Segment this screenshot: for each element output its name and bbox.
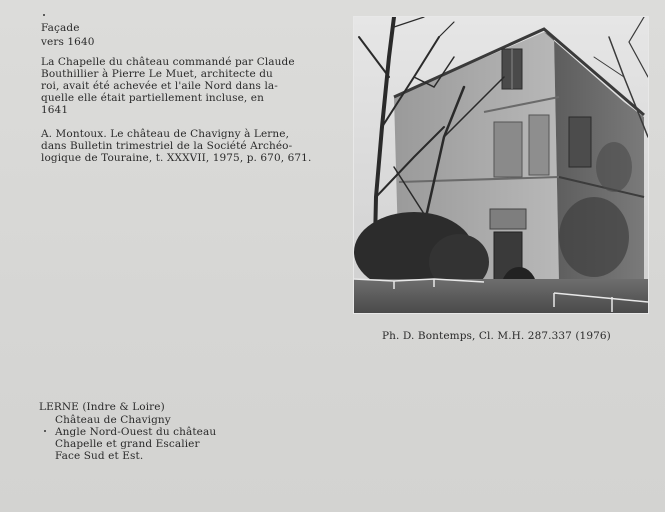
description-line: roi, avait été achevée et l'aile Nord dans la-: [41, 80, 278, 92]
photo-image: [354, 17, 648, 313]
date-label: vers 1640: [41, 36, 95, 48]
reference-line: A. Montoux. Le château de Chavigny à Lerne,: [41, 128, 290, 140]
description-line: Bouthillier à Pierre Le Muet, architecte du: [41, 68, 273, 80]
location-line: Angle Nord-Ouest du château: [55, 426, 217, 438]
facade-label: Façade: [41, 22, 80, 34]
location-line: Château de Chavigny: [55, 414, 171, 426]
description-line: La Chapelle du château commandé par Claude: [41, 56, 295, 68]
location-line: Face Sud et Est.: [55, 450, 144, 462]
location-line: Chapelle et grand Escalier: [55, 438, 200, 450]
chateau-photograph: [353, 16, 649, 314]
commune-heading: LERNE (Indre & Loire): [39, 401, 165, 413]
reference-line: dans Bulletin trimestriel de la Société Archéo-: [41, 140, 293, 152]
photo-credit: Ph. D. Bontemps, Cl. M.H. 287.337 (1976): [382, 330, 611, 342]
bullet-dot: [44, 430, 46, 432]
reference-line: logique de Touraine, t. XXXVII, 1975, p. 670, 671.: [41, 152, 312, 164]
description-line: 1641: [41, 104, 69, 116]
description-line: quelle elle était partiellement incluse, en: [41, 92, 264, 104]
decorative-dot: [43, 14, 45, 16]
